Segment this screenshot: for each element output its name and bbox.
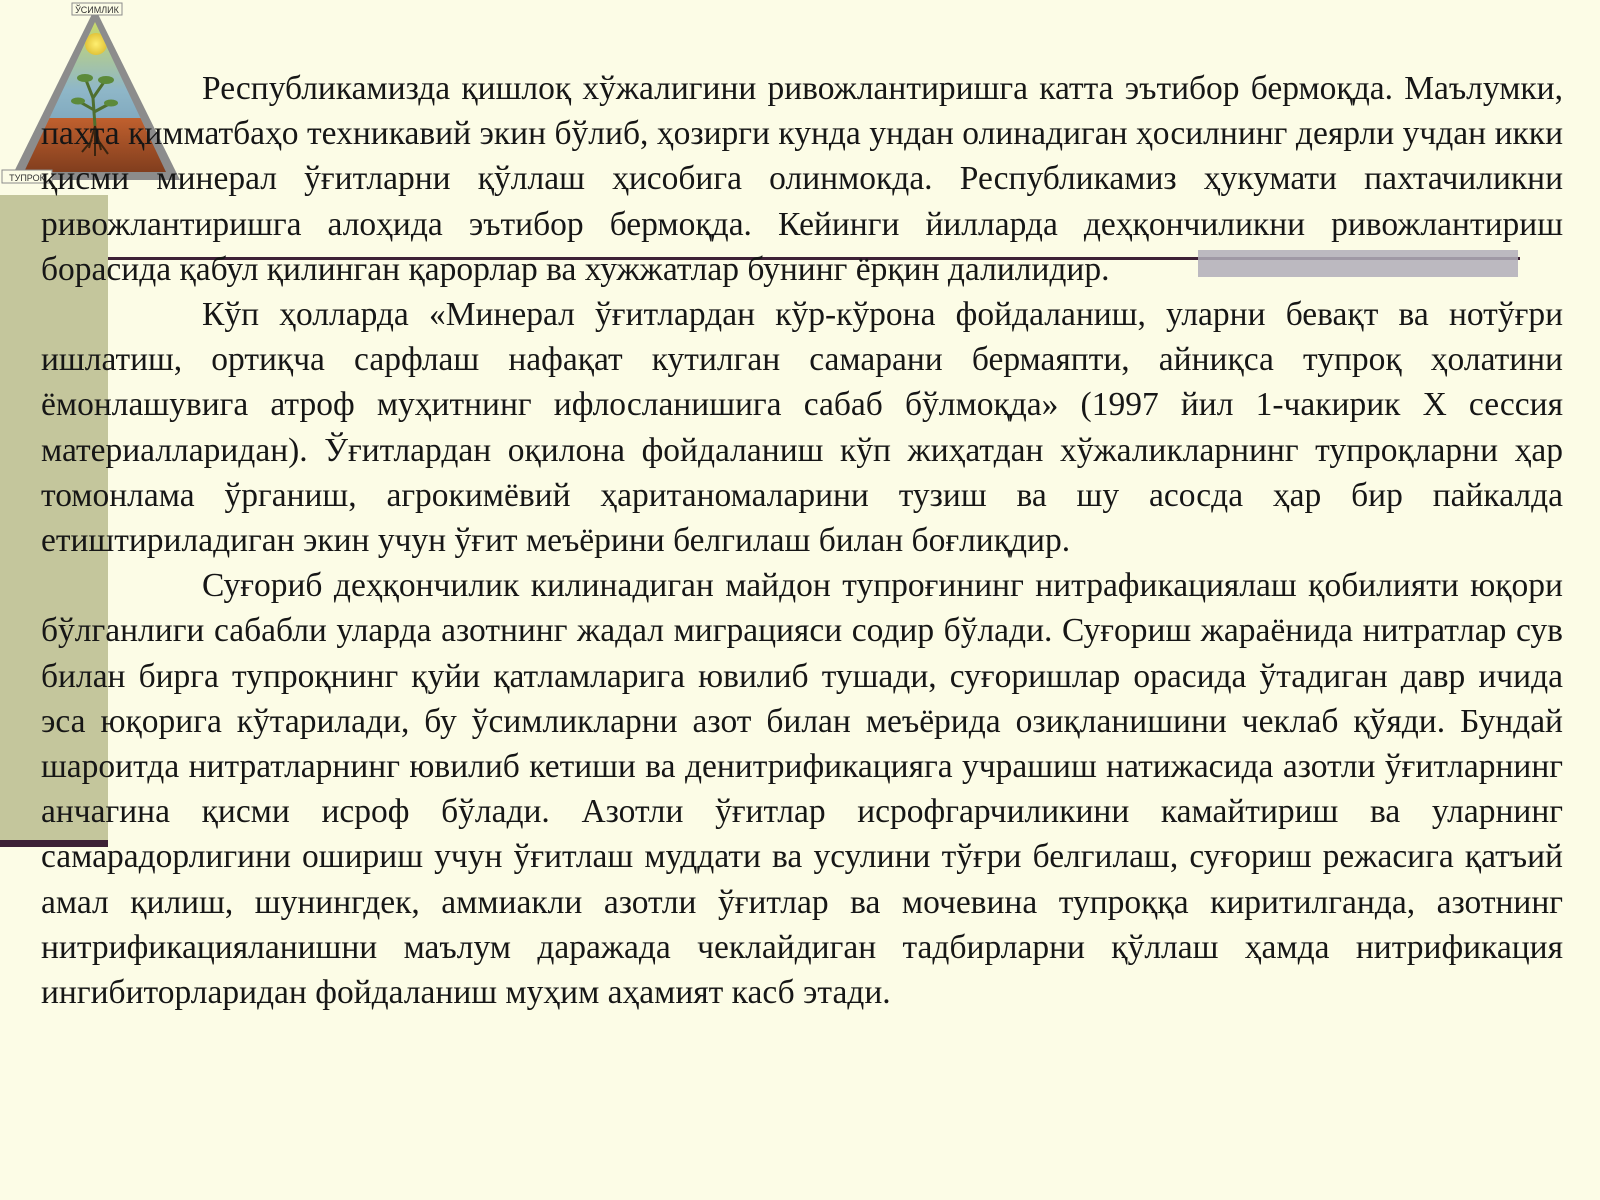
logo-top-text: ЎСИМЛИК xyxy=(75,5,119,15)
logo-bottom-text: ТУПРОҚ xyxy=(9,173,45,183)
paragraph-2: Кўп ҳолларда «Минерал ўғитлардан кўр-кўрона фойдаланиш, уларни бевақт ва нотўғри ишлатиш, ортиқча сарфлаш нафақат кутилган самарани бермаяпти, айниқса тупроқ ҳолатини ёмонлашувига атроф муҳитнинг ифлосланишига сабаб бўлмоқда» (1997 йил 1-чакирик Х сессия материалларидан). Ўғитлардан оқилона фойдаланиш кўп жиҳатдан хўжаликларнинг тупроқларни ҳар томонлама ўрганиш, агрокимёвий ҳаританомаларини тузиш ва шу асосда ҳар бир пайкалда етиштириладиган экин учун ўғит меъёрини белгилаш билан боғлиқдир. xyxy=(41,296,1563,560)
document-body xyxy=(41,66,1563,1015)
paragraph-3: Суғориб деҳқончилик килинадиган майдон тупроғининг нитрафикациялаш қобилияти юқори бўлганлиги сабабли уларда азотнинг жадал миграцияси содир бўлади. Суғориш жараёнида нитратлар сув билан бирга тупроқнинг қуйи қатламларига ювилиб тушади, суғоришлар орасида ўтадиган давр ичида эса юқорига кўтарилади, бу ўсимликларни азот билан меъёрида озиқланишини чеклаб қўяди. Бундай шароитда нитратларнинг ювилиб кетиши ва денитрификацияга учрашиш натижасида азотли ўғитларнинг анчагина қисми исроф бўлади. Азотли ўғитлар исрофгарчиликини камайтириш ва уларнинг самарадорлигини ошириш учун ўғитлаш муддати ва усулини тўғри белгилаш, суғориш режасига қатъий амал қилиш, шунингдек, аммиакли азотли ўғитлар ва мочевина тупроққа киритилганда, азотнинг нитрификацияланишни маълум даражада чеклайдиган тадбирларни қўллаш ҳамда нитрификация ингибиторларидан фойдаланиш муҳим аҳамият касб этади. xyxy=(41,567,1563,1012)
paragraph-1: Республикамизда қишлоқ хўжалигини ривожлантиришга катта эътибор бермоқда. Маълумки, пахта қимматбаҳо техникавий экин бўлиб, ҳозирги кунда ундан олинадиган ҳосилнинг деярли учдан икки қисми минерал ўғитларни қўллаш ҳисобига олинмокда. Республикамиз ҳукумати пахтачиликни ривожлантиришга алоҳида эътибор бермоқда. Кейинги йилларда деҳқончиликни ривожлантириш борасида қабул қилинган қарорлар ва хужжатлар бунинг ёрқин далилидир. xyxy=(41,70,1563,288)
